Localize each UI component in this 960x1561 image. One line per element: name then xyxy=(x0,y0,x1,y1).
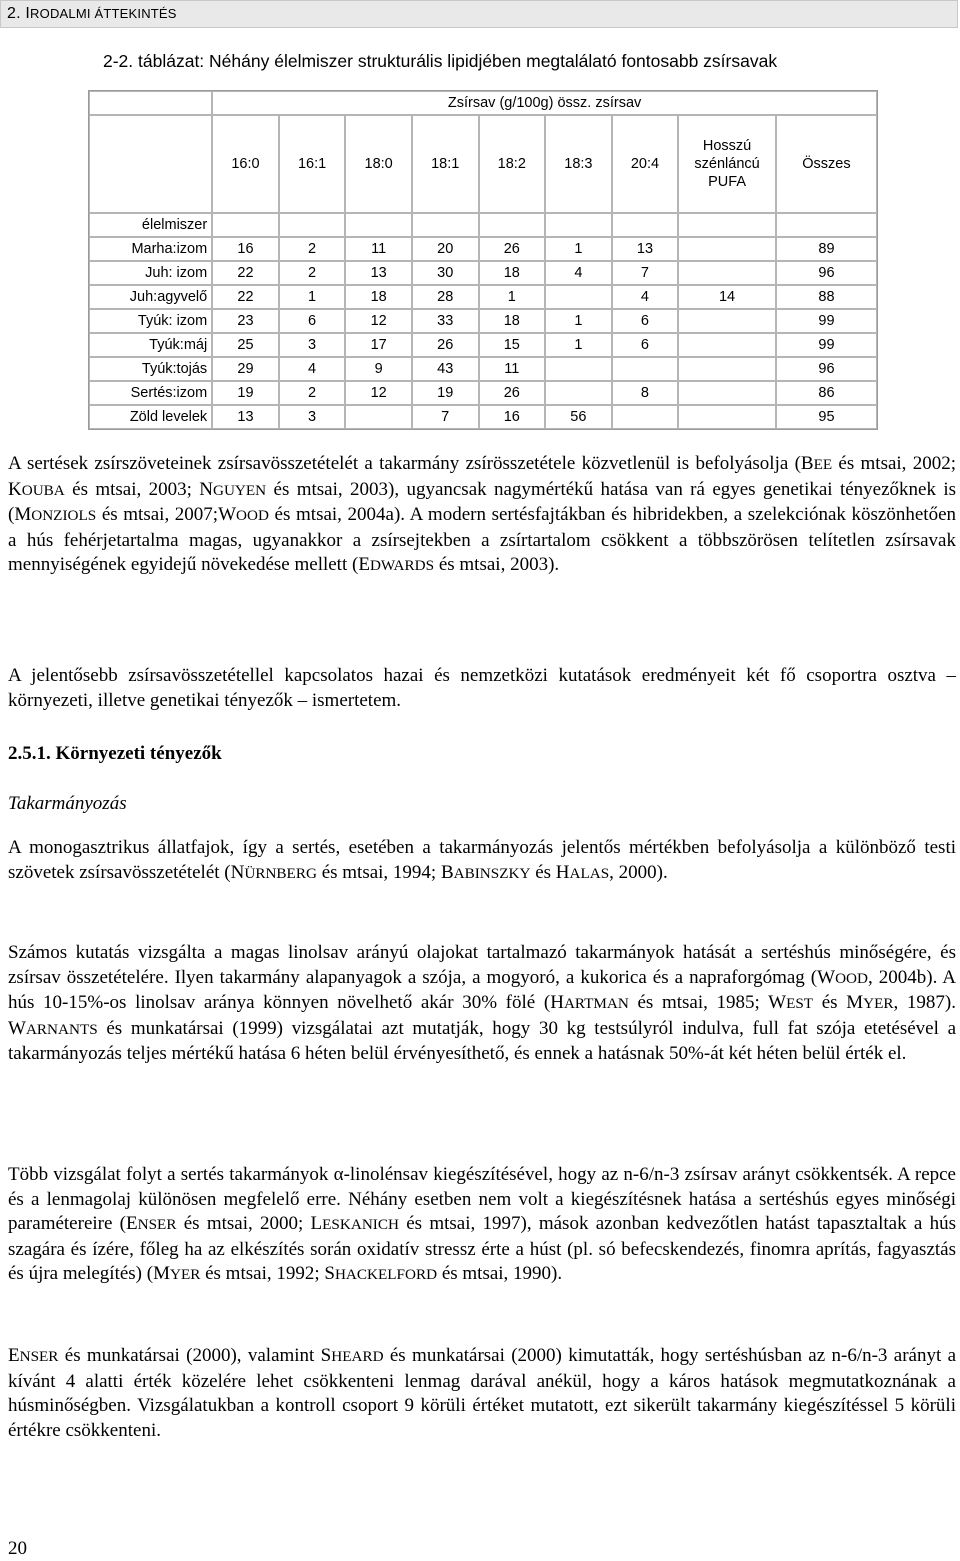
column-header: 18:0 xyxy=(345,115,412,213)
subsection-heading: Takarmányozás xyxy=(8,793,127,814)
section-heading: 2.5.1. Környezeti tényezők xyxy=(8,743,222,764)
row-label-header-row xyxy=(89,213,877,237)
column-header-long-chain-pufa: Hosszú szénláncú PUFA xyxy=(678,115,776,213)
column-header-total: Összes xyxy=(776,115,877,213)
row-label-header: élelmiszer xyxy=(89,213,212,237)
table-row: Tyúk:máj 25 3 17 26 15 1 6 99 xyxy=(89,333,877,357)
table-row: Zöld levelek 13 3 7 16 56 95 xyxy=(89,405,877,429)
column-header: 20:4 xyxy=(612,115,679,213)
table-row: Juh:agyvelő 22 1 18 28 1 4 14 88 xyxy=(89,285,877,309)
paragraph-1: A sertések zsírszöveteinek zsírsavösszetételét a takarmány zsírösszetétele közvetlenül is befolyásolja (BEE és mtsai, 2002; KOUBA és mtsai, 2003; NGUYEN és mtsai, 2003), ugyancsak nagymértékű hatása van rá egyes genetikai tényezőknek is (MONZIOLS és mtsai, 2007;WOOD és mtsai, 2004a). A modern sertésfajtákban és hibridekben, a szelekciónak köszönhetően a hús fehérjetartalma magas, ugyanakkor a zsírsejtekben a zsírtartalom csökkent a többszörösen telítetlen zsírsavak mennyiségének egyidejű növekedése mellett (EDWARDS és mtsai, 2003). xyxy=(8,453,956,576)
paragraph-5: Több vizsgálat folyt a sertés takarmányok α-linolénsav kiegészítésével, hogy az n-6/n-3 zsírsav arányt csökkentsék. A repce és a lenmagolaj különösen megfelelő erre. Néhány esetben nem volt a kiegészítésnek hatása a sertéshús egyes minőségi paramétereire (ENSER és mtsai, 2000; LESKANICH és mtsai, 1997), mások azonban kedvezőtlen hatást tapasztaltak a hús szagára és ízére, főleg ha az elkészítés során oxidatív stressz érte a húst (pl. só befecskendezés, finomra aprítás, fagyasztás és újra melegítés) (MYER és mtsai, 1992; SHACKELFORD és mtsai, 1990). xyxy=(8,1164,956,1285)
running-header-text: 2. IRODALMI ÁTTEKINTÉS xyxy=(7,5,177,22)
group-header: Zsírsav (g/100g) össz. zsírsav xyxy=(212,91,877,115)
column-header: 18:3 xyxy=(545,115,612,213)
table-row: Sertés:izom 19 2 12 19 26 8 86 xyxy=(89,381,877,405)
paragraph-6: ENSER és munkatársai (2000), valamint SHEARD és munkatársai (2000) kimutatták, hogy sertéshúsban az n-6/n-3 arányt a kívánt 4 alatti érték közelére lehet csökkenteni lenmag darával anékül, hogy a káros hatások megmutatkoznának a húsminőségben. Vizsgálatukban a kontroll csoport 9 körüli értéket mutatott, ezt sikerült takarmány kiegészítéssel 5 körüli értékre csökkenteni. xyxy=(8,1345,957,1441)
table-group-header-row xyxy=(89,91,877,115)
column-header: 18:2 xyxy=(479,115,546,213)
column-header: 16:0 xyxy=(212,115,279,213)
paragraph-4: Számos kutatás vizsgálta a magas linolsav arányú olajokat tartalmazó takarmányok hatását a sertéshús minőségére, és zsírsav összetételére. Ilyen takarmány alapanyagok a szója, a mogyoró, a kukorica és a napraforgómag (WOOD, 2004b). A hús 10-15%-os linolsav aránya könnyen növelhető akár 30% fölé (HARTMAN és mtsai, 1985; WEST és MYER, 1987). WARNANTS és munkatársai (1999) vizsgálatai azt mutatják, hogy 30 kg testsúlyról indulva, full fat szója etetésével a takarmányozás teljes mértékű hatása 6 héten belül érvényesíthető, és ennek a hatásnak 50%-át két héten belül érték el. xyxy=(8,942,957,1065)
table-row: Juh: izom 22 2 13 30 18 4 7 96 xyxy=(89,261,877,285)
table-column-header-row xyxy=(89,115,877,213)
paragraph-3: A monogasztrikus állatfajok, így a sertés, esetében a takarmányozás jelentős mértékben befolyásolja a különböző testi szövetek zsírsavösszetételét (NÜRNBERG és mtsai, 1994; BABINSZKY és HALAS, 2000). xyxy=(8,837,956,883)
table-caption: 2-2. táblázat: Néhány élelmiszer strukturális lipidjében megtalálató fontosabb zsírsavak xyxy=(103,51,778,71)
table-row: Tyúk: izom 23 6 12 33 18 1 6 99 xyxy=(89,309,877,333)
table-row: Marha:izom 16 2 11 20 26 1 13 89 xyxy=(89,237,877,261)
fatty-acid-table xyxy=(88,90,878,430)
page-number: 20 xyxy=(8,1538,27,1559)
running-header xyxy=(0,0,958,28)
column-header: 16:1 xyxy=(279,115,346,213)
column-header: 18:1 xyxy=(412,115,479,213)
table-row: Tyúk:tojás 29 4 9 43 11 96 xyxy=(89,357,877,381)
paragraph-2: A jelentősebb zsírsavösszetétellel kapcsolatos hazai és nemzetközi kutatások eredményeit két fő csoportra osztva – környezeti, illetve genetikai tényezők – ismertetem. xyxy=(8,665,956,711)
